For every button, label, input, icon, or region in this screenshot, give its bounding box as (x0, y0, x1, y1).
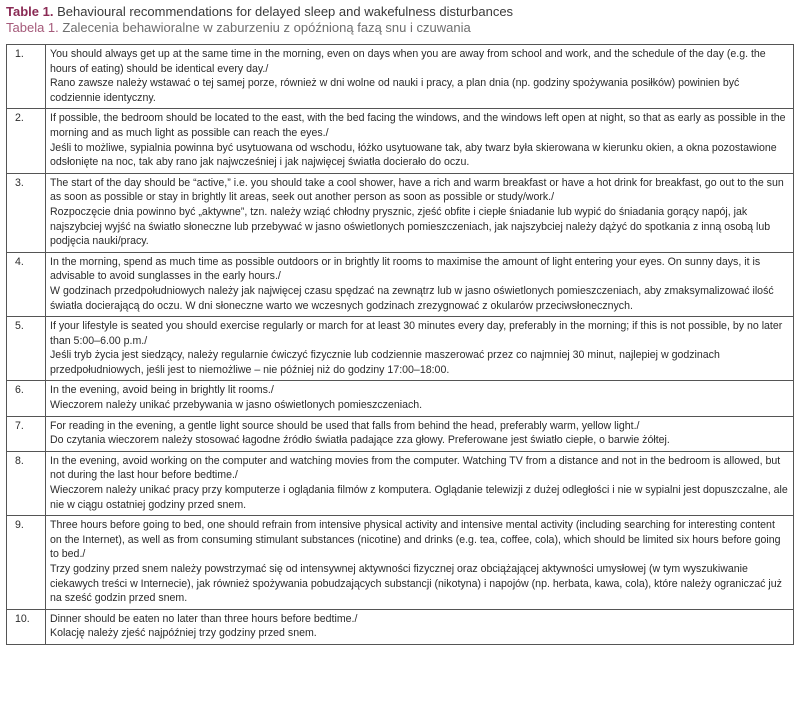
row-text (46, 516, 794, 610)
caption-english-label: Table 1. (6, 4, 54, 19)
row-number: 5. (7, 317, 46, 381)
row-text-english: Three hours before going to bed, one should refrain from intensive physical activity and intensive mental activity (including searching for interesting content on the Internet), as well as from consuming stimulant substances (nicotine) and drinks (e.g. tea, coffee, cola), which should be limited six hours before going to bed./ (50, 519, 781, 561)
row-number: 4. (7, 252, 46, 316)
row-text (46, 252, 794, 316)
caption-polish-label: Tabela 1. (6, 20, 59, 35)
row-number: 1. (7, 45, 46, 109)
row-text-polish: Jeśli tryb życia jest siedzący, należy regularnie ćwiczyć fizycznie lub codziennie maszerować przez co najmniej 30 minut, najlepiej w godzinach przedpołudniowych, jeśli jest to niemożliwe – nie później niż do godziny 17:00–18:00. (50, 349, 720, 376)
row-text-english: Dinner should be eaten no later than three hours before bedtime./ (50, 612, 358, 625)
row-text (46, 381, 794, 416)
row-text-polish: W godzinach przedpołudniowych należy jak najwięcej czasu spędzać na zewnątrz lub w jasno oświetlonych pomieszczeniach, aby zmaksymalizować ilość światła docierającą do oczu. W dni słoneczne warto we wczesnych godzinach zrezygnować z okularów przeciwsłonecznych. (50, 284, 774, 312)
table-caption (6, 4, 796, 36)
table-row (7, 109, 794, 173)
row-text-polish: Trzy godziny przed snem należy powstrzymać się od intensywnej aktywności fizycznej oraz obciążającej aktywności umysłowej (w tym wyszukiwanie ciekawych treści w Internecie), jak również spożywania pobudzających substancji (nikotyna) i napojów (np. herbata, kawa, cola), które należy ograniczać już na sześć godzin przed snem. (50, 563, 782, 605)
row-text-english: If your lifestyle is seated you should exercise regularly or march for at least 30 minutes every day, preferably in the morning; if this is not possible, by no later than 5:00–6.00 p.m./ (50, 320, 783, 347)
row-text-polish: Rano zawsze należy wstawać o tej samej porze, również w dni wolne od nauki i pracy, a plan dnia (np. godziny spożywania posiłków) powinien być codziennie identyczny. (50, 77, 740, 104)
table-row (7, 317, 794, 381)
row-number: 2. (7, 109, 46, 173)
row-text-english: For reading in the evening, a gentle light source should be used that falls from behind the head, preferably warm, yellow light./ (50, 419, 640, 432)
row-number: 9. (7, 516, 46, 610)
row-text-polish: Wieczorem należy unikać pracy przy komputerze i oglądania filmów z komputera. Oglądanie telewizji z dużej odległości i nie w sypialni jest dopuszczalne, ale nie w ciągu ostatniej godziny przed snem. (50, 484, 788, 511)
table-row (7, 609, 794, 644)
table-row (7, 451, 794, 515)
row-text (46, 416, 794, 451)
table-row (7, 45, 794, 109)
table-row (7, 516, 794, 610)
row-text-polish: Kolację należy zjeść najpóźniej trzy godziny przed snem. (50, 627, 317, 640)
row-text-english: In the evening, avoid being in brightly lit rooms./ (50, 384, 274, 397)
row-text-polish: Rozpoczęcie dnia powinno być „aktywne”, tzn. należy wziąć chłodny prysznic, zjeść obfite i ciepłe śniadanie lub wypić do śniadania gorący napój, jak najszybciej wyjść na światło słoneczne lub przebywać w jasno oświetlonych pomieszczeniach, jak najszybciej należy dążyć do spotkania z inną osobą lub podjęcia nauki/pracy. (50, 205, 771, 248)
table-row (7, 381, 794, 416)
row-text (46, 609, 794, 644)
row-text-english: If possible, the bedroom should be located to the east, with the bed facing the windows, and the windows left open at night, so that as early as possible in the morning and as much light as possible can reach the eyes./ (50, 112, 786, 139)
row-text (46, 109, 794, 173)
row-text-english: The start of the day should be “active,” i.e. you should take a cool shower, have a rich and warm breakfast or have a hot drink for breakfast, go out to the sun as soon as possible or stay in brightly lit areas, seek out another person as soon as possible or study/work./ (50, 176, 784, 204)
row-text-polish: Do czytania wieczorem należy stosować łagodne źródło światła padające zza głowy. Preferowane jest światło ciepłe, o barwie żółtej. (50, 434, 670, 447)
table-row (7, 173, 794, 252)
row-text-polish: Wieczorem należy unikać przebywania w jasno oświetlonych pomieszczeniach. (50, 399, 423, 412)
table-row (7, 416, 794, 451)
row-number: 7. (7, 416, 46, 451)
caption-polish-title: Zalecenia behawioralne w zaburzeniu z opóźnioną fazą snu i czuwania (58, 20, 471, 35)
row-number: 8. (7, 451, 46, 515)
row-text (46, 173, 794, 252)
caption-polish (6, 20, 796, 36)
row-number: 10. (7, 609, 46, 644)
row-number: 3. (7, 173, 46, 252)
recommendations-table (6, 44, 794, 645)
row-number: 6. (7, 381, 46, 416)
row-text-english: In the evening, avoid working on the computer and watching movies from the computer. Watching TV from a distance and not in the bedroom is allowed, but not during the last hour before bedtime./ (50, 454, 781, 482)
row-text-polish: Jeśli to możliwe, sypialnia powinna być usytuowana od wschodu, łóżko usytuowane tak, aby twarz była skierowana w kierunku okien, a okna pozostawione odsłonięte na noc, tak aby rano jak najwcześniej i jak najwięcej światła docierało do oczu. (50, 141, 777, 169)
row-text (46, 317, 794, 381)
table-row (7, 252, 794, 316)
caption-english-title: Behavioural recommendations for delayed sleep and wakefulness disturbances (53, 4, 514, 19)
row-text (46, 45, 794, 109)
row-text-english: In the morning, spend as much time as possible outdoors or in brightly lit rooms to maximise the amount of light entering your eyes. On sunny days, it is advisable to avoid sunglasses in the early hours./ (50, 255, 761, 283)
row-text (46, 451, 794, 515)
caption-english (6, 4, 796, 20)
row-text-english: You should always get up at the same time in the morning, even on days when you are away from school and work, and the schedule of the day (e.g. the hours of eating) should be identical every day./ (50, 48, 766, 75)
